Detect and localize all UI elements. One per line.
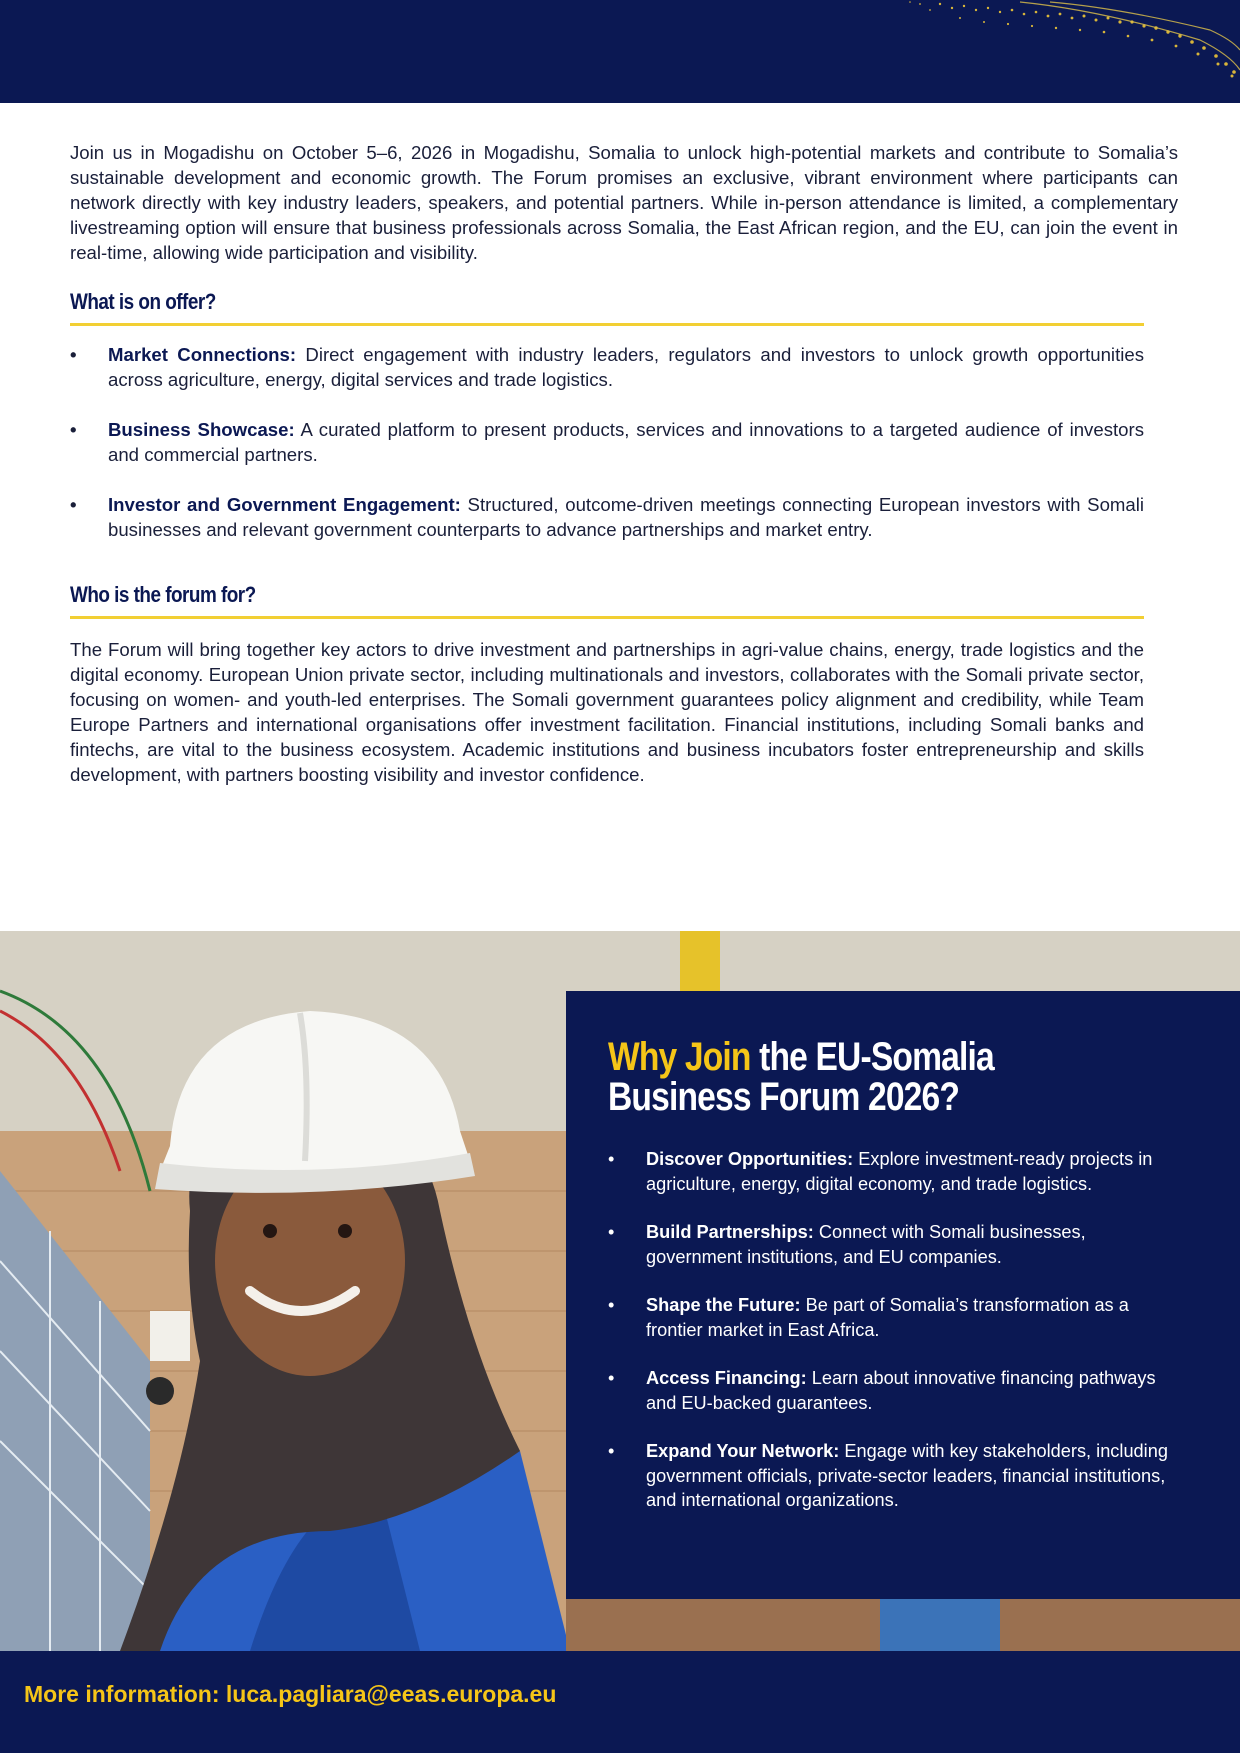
offer-item-text: Direct engagement with industry leaders, regulators and investors to unlock growth opportunities across agriculture, energy, digital services and trade logistics. bbox=[108, 344, 1144, 390]
why-item-text: Learn about innovative financing pathways and EU-backed guarantees. bbox=[646, 1368, 1156, 1413]
bullet: • bbox=[608, 1368, 615, 1388]
why-item-text: Connect with Somali businesses, government institutions, and EU companies. bbox=[646, 1222, 1086, 1267]
intro-paragraph: Join us in Mogadishu on October 5–6, 2026 in Mogadishu, Somalia to unlock high-potential markets and contribute to Somalia’s sustainable development and economic growth. The Forum promises an exclusive, vibrant environment where participants can network directly with key industry leaders, speakers, and potential partners. While in-person attendance is limited, a complementary livestreaming option will ensure that business professionals across Somalia, the East African region, and the EU, can join the event in real-time, allowing wide participation and visibility. bbox=[70, 142, 1178, 263]
offer-item-text: Structured, outcome-driven meetings connecting European investors with Somali businesses and relevant government counterparts to advance partnerships and market entry. bbox=[108, 494, 1144, 540]
bullet: • bbox=[70, 344, 77, 365]
offer-item-label: Market Connections: bbox=[108, 344, 297, 365]
gold-dot-wave-decoration bbox=[900, 0, 1240, 103]
footer-band bbox=[0, 1651, 1240, 1753]
why-item-label: Expand Your Network: bbox=[646, 1441, 840, 1461]
offer-heading-rule bbox=[70, 323, 1144, 326]
why-item-text: Engage with key stakeholders, including government officials, private-sector leaders, financial institutions, and international organizations. bbox=[646, 1441, 1168, 1510]
bullet: • bbox=[70, 419, 77, 440]
why-join-title bbox=[608, 1037, 1196, 1117]
why-item-label: Discover Opportunities: bbox=[646, 1149, 854, 1169]
offer-item-text: A curated platform to present products, services and innovations to a targeted audience of investors and commercial partners. bbox=[108, 419, 1144, 465]
bullet: • bbox=[608, 1149, 615, 1169]
offer-item-business-showcase bbox=[70, 417, 1144, 467]
offer-heading: What is on offer? bbox=[70, 289, 216, 314]
offer-item-label: Business Showcase: bbox=[108, 419, 295, 440]
offer-list bbox=[70, 342, 1144, 542]
why-join-title-line2: Business Forum 2026? bbox=[608, 1075, 960, 1119]
header-band bbox=[0, 0, 1240, 103]
forum-heading: Who is the forum for? bbox=[70, 582, 256, 607]
contact-info[interactable]: More information: luca.pagliara@eeas.europa.eu bbox=[24, 1681, 557, 1707]
forum-paragraph: The Forum will bring together key actors to drive investment and partnerships in agri-value chains, energy, trade logistics and the digital economy. European Union private sector, including multinationals and investors, collaborates with the Somali private sector, focusing on women- and youth-led enterprises. The Somali government guarantees policy alignment and credibility, while Team Europe Partners and international organisations offer investment facilitation. Financial institutions, including Somali banks and fintechs, are vital to the business ecosystem. Academic institutions and business incubators foster entrepreneurship and skills development, with partners boosting visibility and investor confidence. bbox=[70, 639, 1144, 785]
why-item-text: Explore investment-ready projects in agriculture, energy, digital economy, and trade logistics. bbox=[646, 1149, 1153, 1194]
why-item-access-financing bbox=[608, 1366, 1168, 1415]
why-item-build-partnerships bbox=[608, 1220, 1168, 1269]
why-item-label: Access Financing: bbox=[646, 1368, 807, 1388]
why-join-panel bbox=[566, 991, 1240, 1599]
forum-heading-rule bbox=[70, 616, 1144, 619]
why-item-shape-the-future bbox=[608, 1293, 1168, 1342]
why-item-label: Build Partnerships: bbox=[646, 1222, 814, 1242]
bullet: • bbox=[608, 1295, 615, 1315]
main-content bbox=[70, 140, 1178, 787]
why-join-list bbox=[608, 1147, 1168, 1513]
why-item-label: Shape the Future: bbox=[646, 1295, 801, 1315]
why-join-title-line1: the EU-Somalia bbox=[750, 1035, 994, 1079]
why-join-title-accent: Why Join bbox=[608, 1035, 751, 1079]
offer-item-investor-engagement bbox=[70, 492, 1144, 542]
bullet: • bbox=[608, 1222, 615, 1242]
why-item-expand-network bbox=[608, 1439, 1168, 1513]
why-item-discover-opportunities bbox=[608, 1147, 1168, 1196]
offer-item-label: Investor and Government Engagement: bbox=[108, 494, 461, 515]
offer-item-market-connections bbox=[70, 342, 1144, 392]
why-item-text: Be part of Somalia’s transformation as a frontier market in East Africa. bbox=[646, 1295, 1129, 1340]
bullet: • bbox=[70, 494, 77, 515]
bullet: • bbox=[608, 1441, 615, 1461]
